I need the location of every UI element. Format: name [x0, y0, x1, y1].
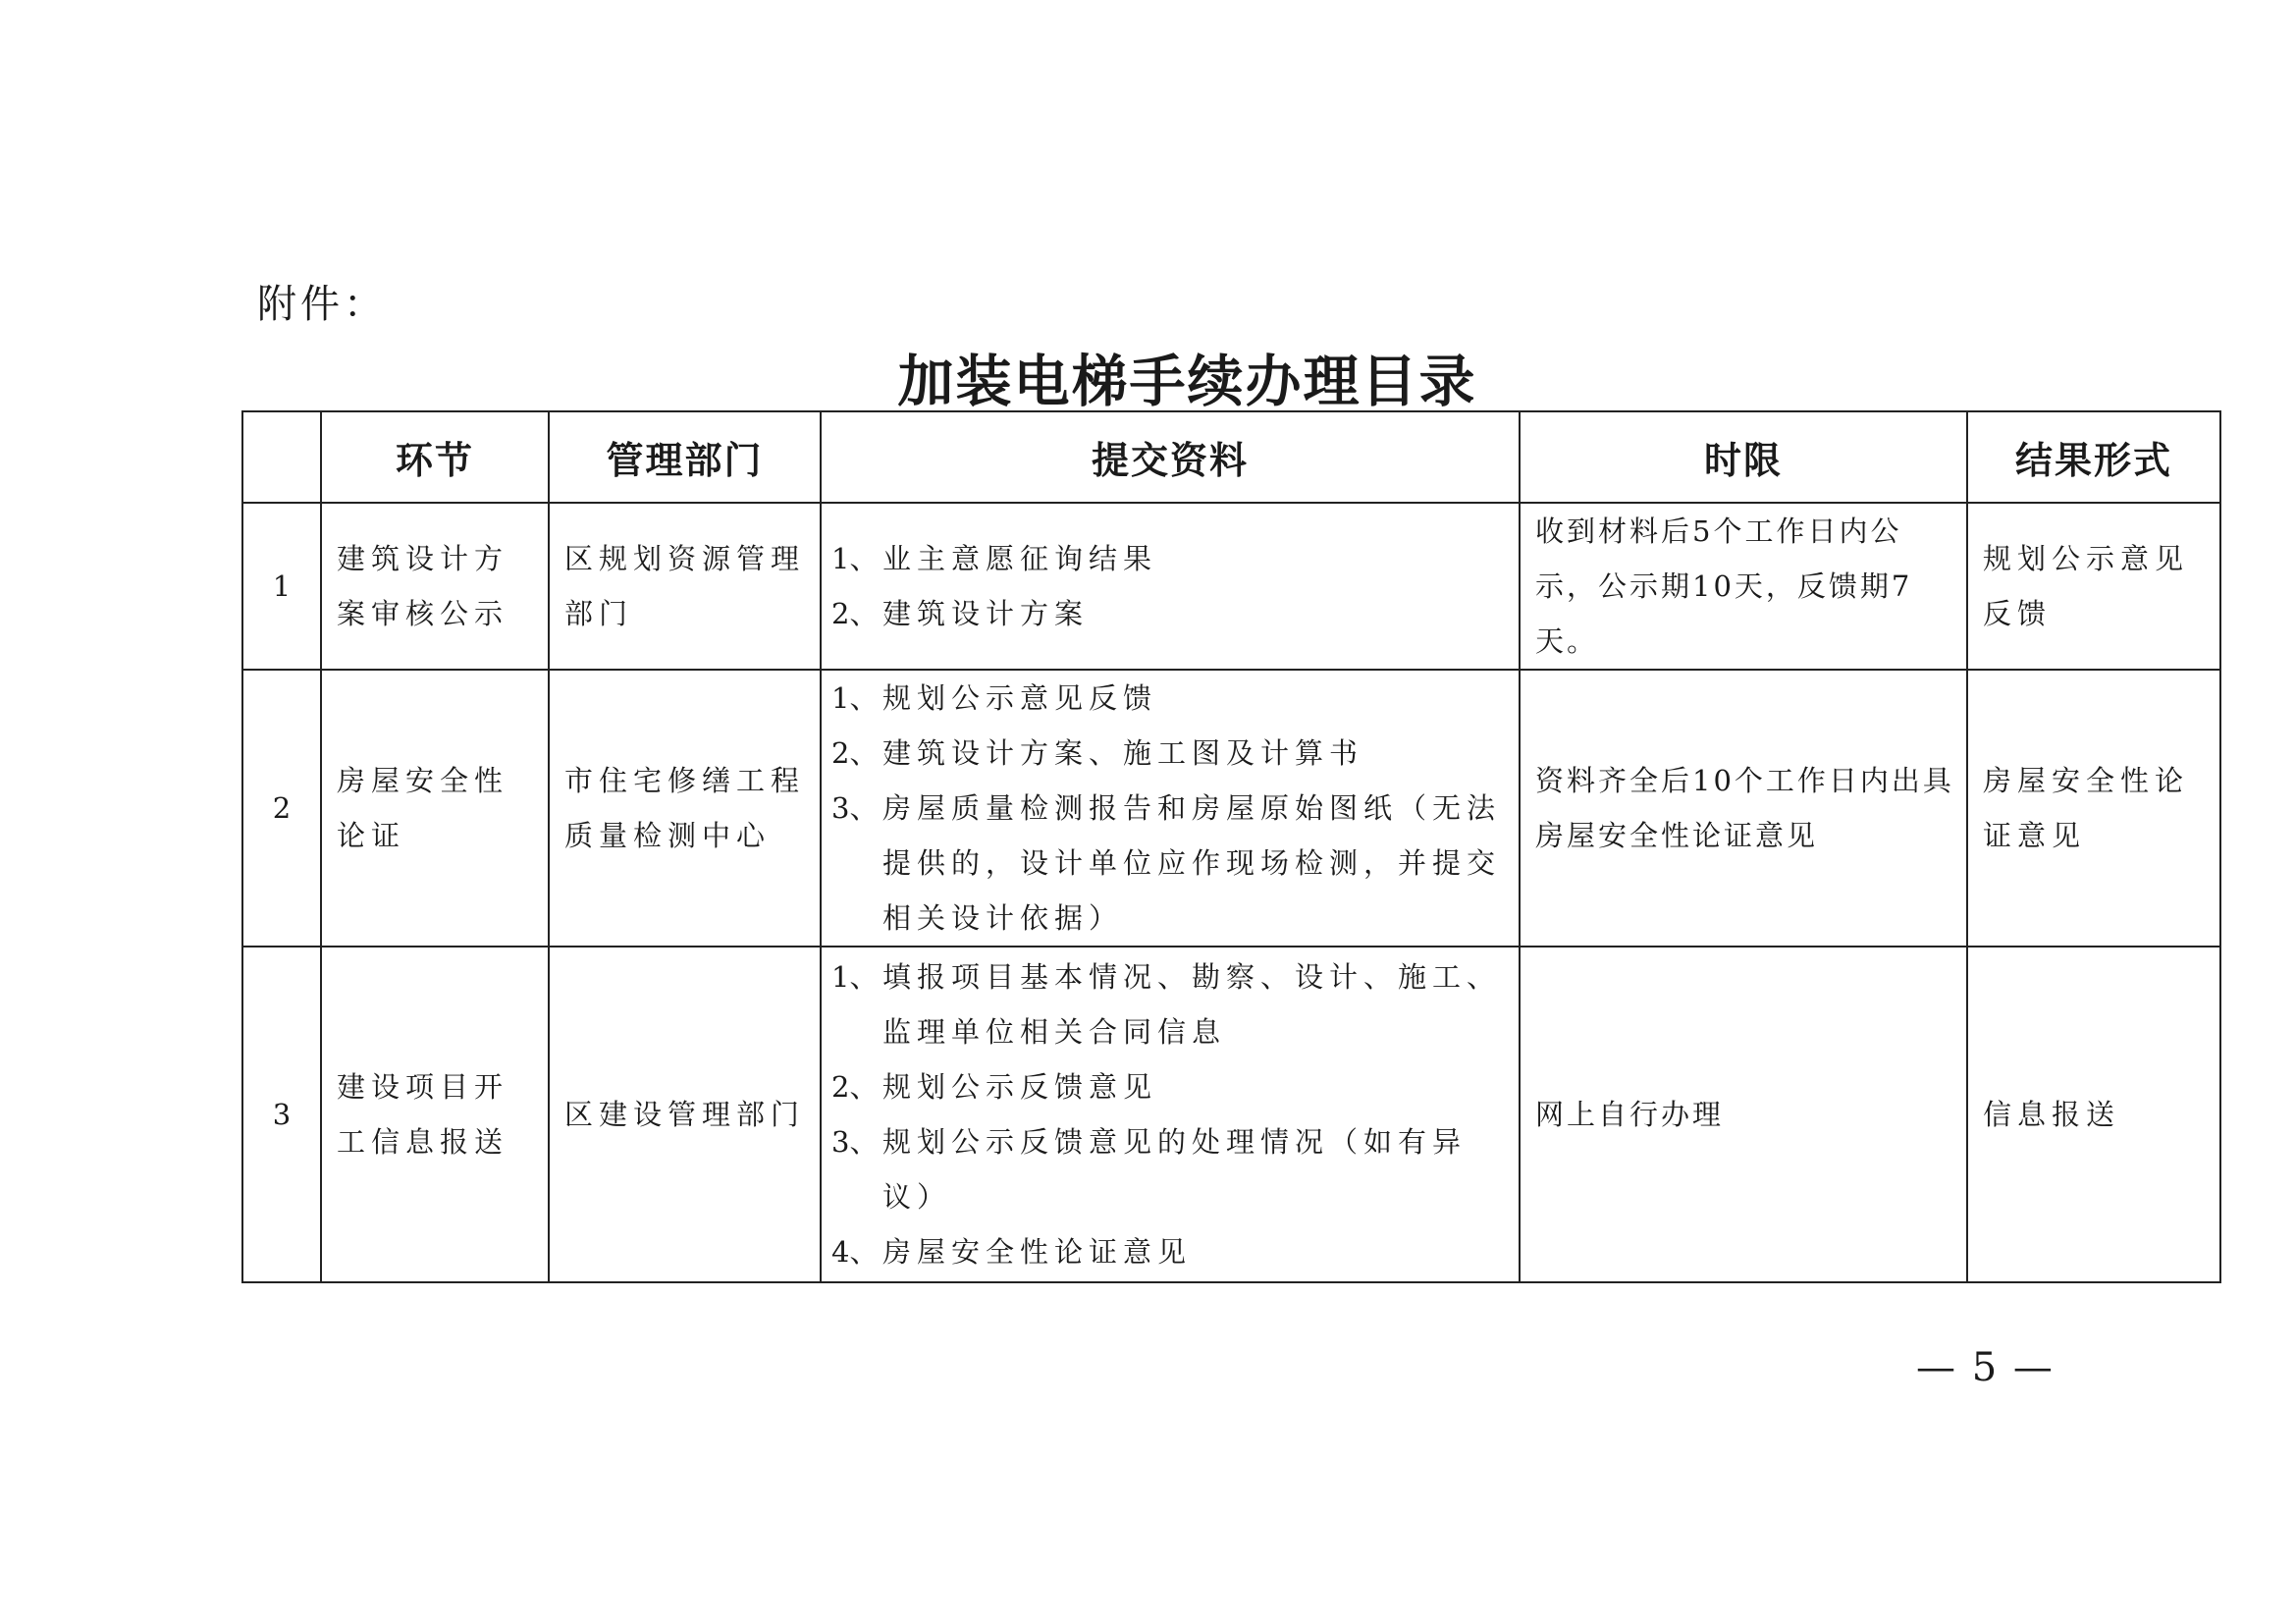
- material-text: 填报项目基本情况、勘察、设计、施工、监理单位相关合同信息: [882, 960, 1502, 1049]
- row-materials: [821, 670, 1520, 947]
- row-stage: 建设项目开工信息报送: [321, 947, 549, 1282]
- procedures-table: [241, 410, 2221, 1283]
- material-item: [831, 781, 1509, 946]
- material-text: 建筑设计方案: [882, 597, 1090, 630]
- row-index: 1: [242, 503, 321, 670]
- material-item: [831, 1224, 1509, 1279]
- header-stage: 环节: [321, 411, 549, 503]
- material-number: 2、: [831, 597, 879, 630]
- material-text: 规划公示反馈意见的处理情况（如有异议）: [882, 1125, 1468, 1214]
- material-text: 规划公示反馈意见: [882, 1070, 1158, 1104]
- header-department: 管理部门: [549, 411, 821, 503]
- header-deadline: 时限: [1520, 411, 1967, 503]
- material-text: 房屋安全性论证意见: [882, 1235, 1193, 1269]
- row-materials: [821, 947, 1520, 1282]
- material-number: 1、: [831, 542, 879, 575]
- material-number: 2、: [831, 1070, 879, 1104]
- material-text: 规划公示意见反馈: [882, 681, 1158, 715]
- row-index: 2: [242, 670, 321, 947]
- row-department: 区规划资源管理部门: [549, 503, 821, 670]
- row-department: 市住宅修缮工程质量检测中心: [549, 670, 821, 947]
- attachment-label: 附件：: [257, 282, 387, 327]
- material-number: 3、: [831, 791, 879, 825]
- material-item: [831, 949, 1509, 1059]
- row-result: 信息报送: [1967, 947, 2220, 1282]
- row-deadline: 网上自行办理: [1520, 947, 1967, 1282]
- material-number: 4、: [831, 1235, 879, 1269]
- row-stage: 房屋安全性论证: [321, 670, 549, 947]
- material-item: [831, 671, 1509, 726]
- material-item: [831, 531, 1509, 586]
- material-number: 1、: [831, 681, 879, 715]
- document-title: 加装电梯手续办理目录: [897, 350, 1477, 414]
- row-deadline: 资料齐全后10个工作日内出具房屋安全性论证意见: [1520, 670, 1967, 947]
- header-result: 结果形式: [1967, 411, 2220, 503]
- row-deadline: 收到材料后5个工作日内公示，公示期10天，反馈期7天。: [1520, 503, 1967, 670]
- material-item: [831, 1059, 1509, 1114]
- table-row: [242, 670, 2220, 947]
- row-department: 区建设管理部门: [549, 947, 821, 1282]
- row-stage: 建筑设计方案审核公示: [321, 503, 549, 670]
- row-result: 房屋安全性论证意见: [1967, 670, 2220, 947]
- material-item: [831, 586, 1509, 641]
- material-item: [831, 726, 1509, 781]
- material-text: 房屋质量检测报告和房屋原始图纸（无法提供的，设计单位应作现场检测，并提交相关设计依据）: [882, 791, 1502, 935]
- table-row: [242, 947, 2220, 1282]
- row-index: 3: [242, 947, 321, 1282]
- table-header-row: [242, 411, 2220, 503]
- material-number: 2、: [831, 736, 879, 770]
- material-text: 业主意愿征询结果: [882, 542, 1158, 575]
- row-result: 规划公示意见反馈: [1967, 503, 2220, 670]
- table-row: [242, 503, 2220, 670]
- material-text: 建筑设计方案、施工图及计算书: [882, 736, 1364, 770]
- header-index: [242, 411, 321, 503]
- material-item: [831, 1114, 1509, 1224]
- row-materials: [821, 503, 1520, 670]
- material-number: 1、: [831, 960, 879, 994]
- material-number: 3、: [831, 1125, 879, 1159]
- header-materials: 提交资料: [821, 411, 1520, 503]
- page-number: — 5 —: [1916, 1345, 2055, 1390]
